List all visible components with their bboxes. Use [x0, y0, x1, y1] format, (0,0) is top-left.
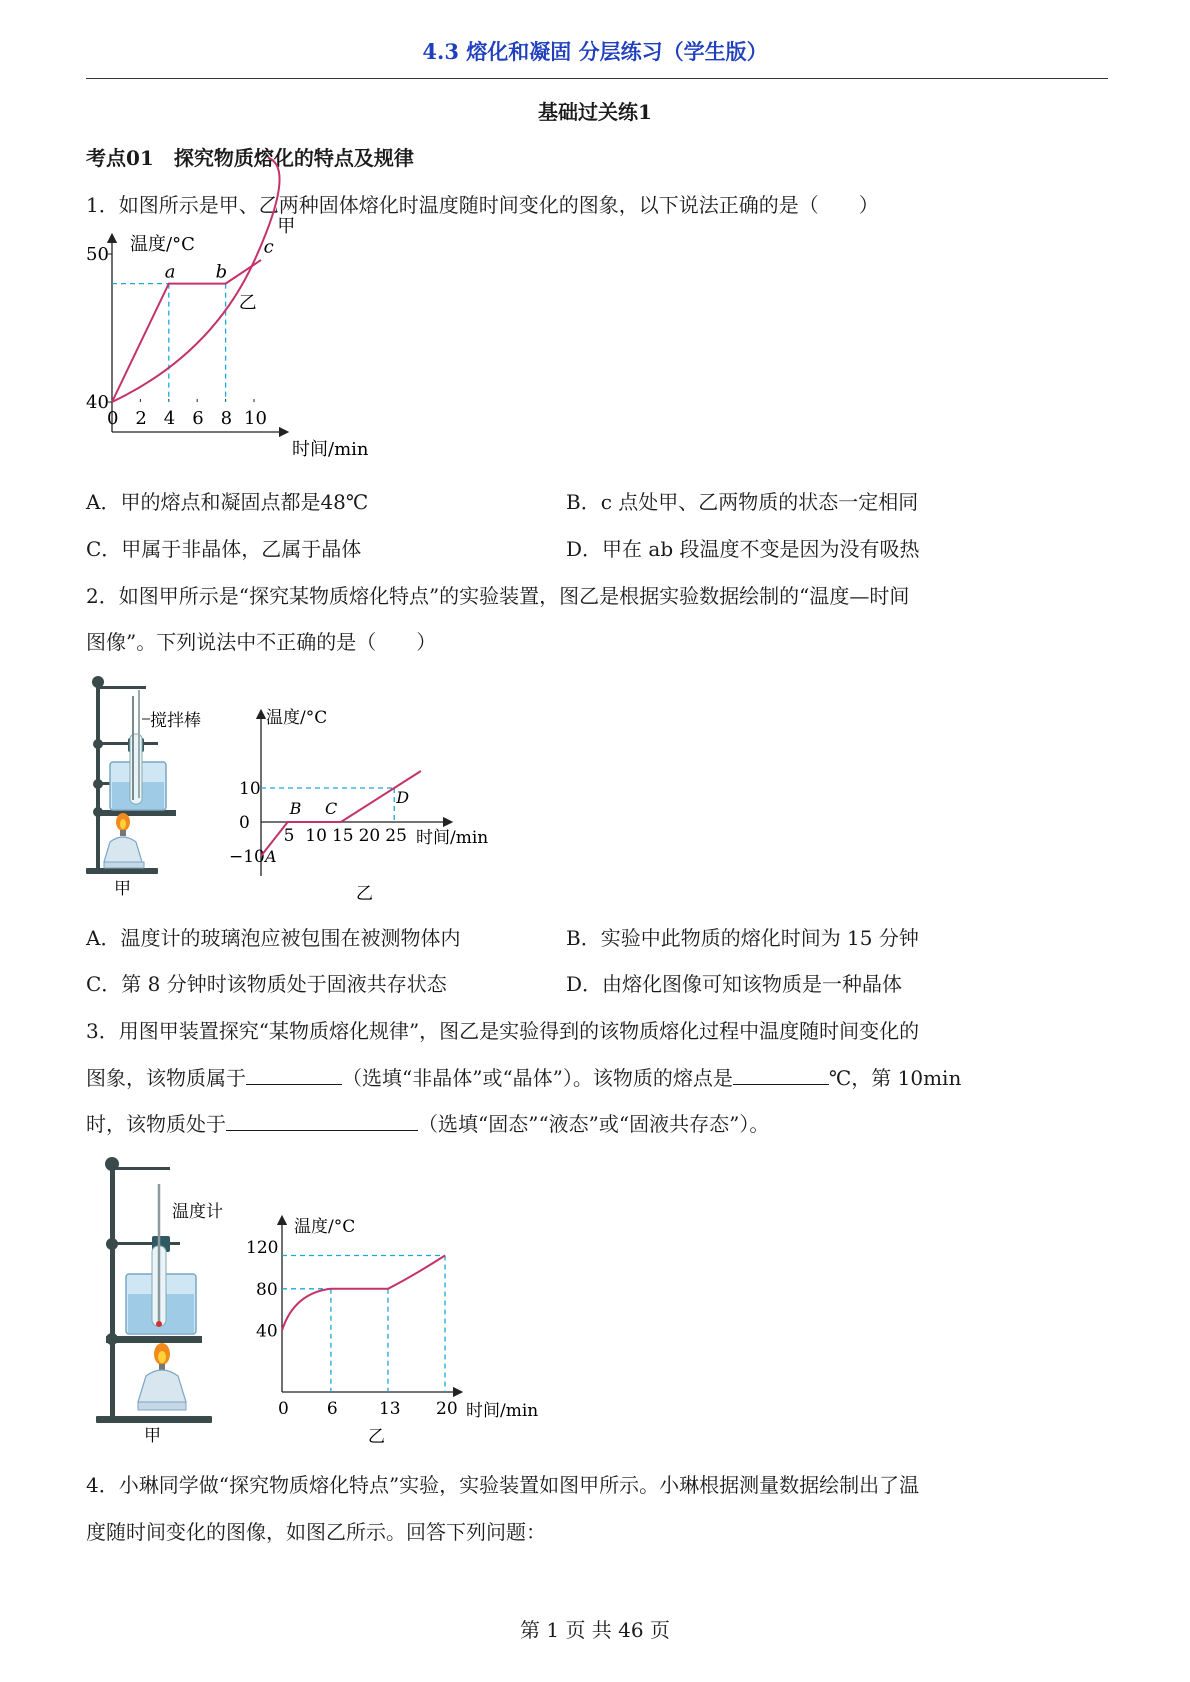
q3-blank-crystal[interactable]	[246, 1083, 342, 1085]
q1-chart	[84, 216, 394, 468]
q1-xtick-label: 6	[192, 408, 204, 429]
q3-ytick-label: 120	[246, 1238, 279, 1259]
q3-xtick-label: 13	[378, 1399, 401, 1419]
q2-option-d: D．由熔化图像可知该物质是一种晶体	[566, 972, 903, 996]
q1-option-b: B．c 点处甲、乙两物质的状态一定相同	[566, 490, 919, 514]
q2-ytick-label: 10	[239, 779, 261, 799]
q2-fig-label-right: 乙	[356, 884, 373, 904]
q1-point-a: a	[164, 261, 176, 283]
q2-xtick-label: 20	[358, 826, 381, 846]
q1-point-b: b	[215, 261, 228, 283]
q3-fig-label-left: 甲	[144, 1426, 161, 1446]
q3-blank-melting-point[interactable]	[733, 1083, 829, 1085]
q3-fig-label-right: 乙	[368, 1427, 385, 1447]
q2-ylabel: 温度/°C	[266, 708, 328, 728]
q2-point-A: A	[265, 847, 277, 866]
q2-point-C: C	[324, 799, 338, 818]
q1-option-c: C．甲属于非晶体，乙属于晶体	[86, 537, 362, 561]
q3-blank-state[interactable]	[226, 1129, 418, 1131]
q1-series-jia	[112, 260, 261, 402]
q3-ylabel: 温度/°C	[294, 1217, 356, 1237]
q1-option-a: A．甲的熔点和凝固点都是48℃	[86, 490, 369, 514]
q3-line2-b: （选填“非晶体”或“晶体”）。该物质的熔点是	[342, 1066, 733, 1090]
q1-option-d: D．甲在 ab 段温度不变是因为没有吸热	[566, 537, 920, 561]
q1-series-label-yi: 乙	[238, 292, 257, 314]
q2-xtick-label: 15	[331, 826, 354, 846]
q2-xtick-label: 10	[305, 826, 327, 846]
q2-chart	[226, 706, 516, 906]
q1-stem: 1．如图所示是甲、乙两种固体熔化时温度随时间变化的图象，以下说法正确的是（ ）	[86, 193, 879, 217]
q2-point-B: B	[289, 799, 302, 818]
q3-xlabel: 时间/min	[466, 1401, 539, 1421]
q2-stem-line1: 2．如图甲所示是“探究某物质熔化特点”的实验装置，图乙是根据实验数据绘制的“温度—时间	[86, 584, 910, 608]
q3-line2-c: ℃，第 10min	[828, 1066, 962, 1090]
q4-line1: 4．小琳同学做“探究物质熔化特点”实验，实验装置如图甲所示。小琳根据测量数据绘制出了温	[86, 1473, 920, 1497]
q3-xtick-label: 20	[436, 1399, 458, 1419]
thermometer-label: 温度计	[172, 1202, 223, 1222]
q3-ytick-label: 80	[256, 1279, 278, 1300]
q3-series-line	[282, 1256, 445, 1331]
q3-line3-b: （选填“固态”“液态”或“固液共存态”）。	[418, 1112, 770, 1136]
q2-stem-line2: 图像”。下列说法中不正确的是（ ）	[86, 630, 437, 654]
q3-xtick-label: 6	[326, 1399, 338, 1419]
q3-line3-a: 时，该物质处于	[86, 1112, 226, 1136]
q2-option-c: C．第 8 分钟时该物质处于固液共存状态	[86, 972, 447, 996]
q1-xtick-label: 10	[244, 408, 267, 429]
q1-point-c: c	[263, 236, 274, 258]
q4-line2: 度随时间变化的图像，如图乙所示。回答下列问题：	[86, 1520, 546, 1544]
q2-point-D: D	[396, 788, 410, 807]
q1-ytick-label: 40	[86, 392, 109, 413]
header-divider	[86, 78, 1108, 79]
q1-xlabel: 时间/min	[292, 439, 369, 460]
topic-heading: 考点01 探究物质熔化的特点及规律	[86, 146, 414, 170]
page-title: 4.3 熔化和凝固 分层练习（学生版）	[422, 39, 768, 64]
q2-xtick-label: 5	[283, 826, 295, 846]
q2-fig-label-left: 甲	[114, 879, 131, 899]
q1-ytick-label: 50	[86, 244, 109, 265]
q1-xtick-label: 8	[220, 408, 233, 429]
q3-xtick-label: 0	[278, 1399, 289, 1419]
q1-xtick-label: 4	[163, 408, 176, 429]
q1-series-label-jia: 甲	[277, 216, 296, 238]
section-heading: 基础过关练1	[538, 100, 652, 124]
q3-line2-a: 图象，该物质属于	[86, 1066, 246, 1090]
q2-ytick-label: −10	[229, 847, 265, 867]
q3-line3	[86, 1108, 769, 1137]
q1-ylabel: 温度/°C	[130, 234, 195, 255]
q2-xlabel: 时间/min	[416, 828, 489, 848]
q3-chart	[240, 1214, 540, 1450]
q2-xtick-label: 25	[385, 826, 407, 846]
q3-line2	[86, 1062, 961, 1091]
q2-option-b: B．实验中此物质的熔化时间为 15 分钟	[566, 926, 919, 950]
q3-ytick-label: 40	[256, 1321, 278, 1342]
q3-apparatus	[86, 1154, 246, 1444]
stirring-rod-label: 搅拌棒	[150, 711, 201, 731]
q2-option-a: A．温度计的玻璃泡应被包围在被测物体内	[86, 926, 461, 950]
page-footer: 第 1 页 共 46 页	[520, 1618, 670, 1642]
q1-xtick-label: 2	[135, 408, 147, 429]
q2-ytick-label: 0	[239, 813, 250, 833]
q1-xtick-label: 0	[107, 408, 119, 429]
q3-line1: 3．用图甲装置探究“某物质熔化规律”，图乙是实验得到的该物质熔化过程中温度随时间变化的	[86, 1019, 920, 1043]
